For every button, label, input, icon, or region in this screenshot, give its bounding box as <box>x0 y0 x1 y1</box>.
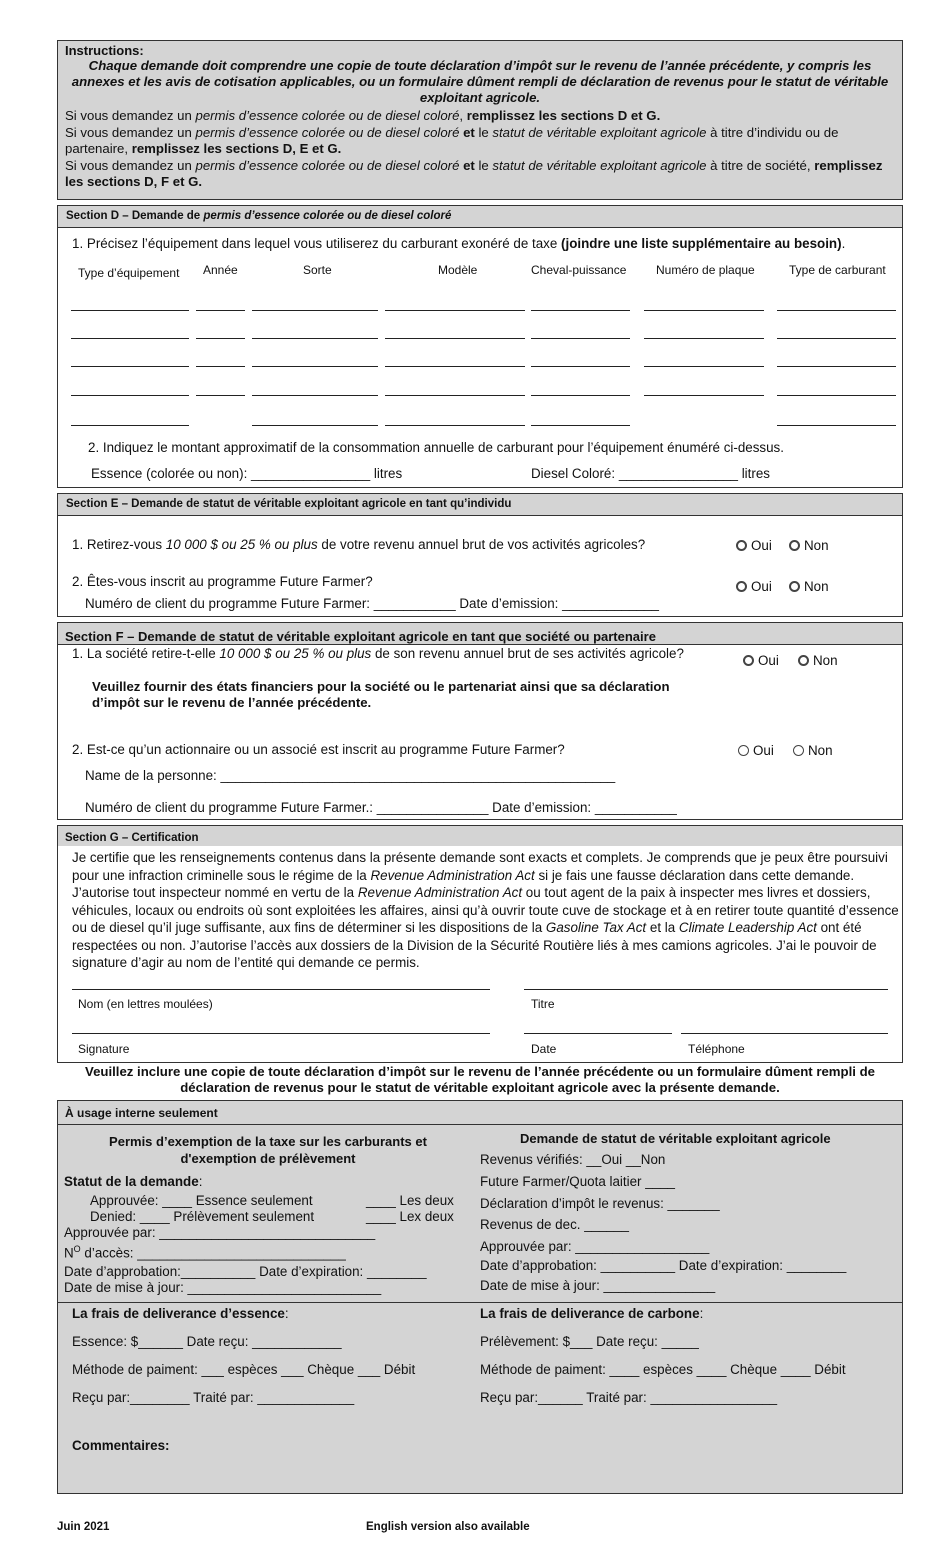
certification-text: Je certifie que les renseignements contenus dans la présente demande sont exacts et complets. Je comprends que je peux être poursuivi pour une infraction criminelle sous le régime de la Revenue Administration Act si je fais une fausse déclaration dans cette demande. J’autorise tout inspecteur nommé en vertu de la Revenue Administration Act ou tout agent de la paix à inspecter mes livres et dossiers, véhicules, locaux ou endroits où sont exploitées les affaires, ainsi qu’à ouvrir toute cuve de stockage et à en retirer toute quantité d’essence ou de diesel qu’il juge suffisante, aux fins de déterminer si les dispositions de la Gasoline Tax Act et la Climate Leadership Act ont été respectées ou non. J’autorise l’accès aux dossiers de la Division de la Sécurité Routière liés à mes camions agricoles. J’ai le pouvoir de signature d’agir au nom de l’entité qui demande ce permis. <box>72 850 899 970</box>
equipment-field-line[interactable] <box>252 395 378 396</box>
instructions-label: Instructions: <box>65 43 144 58</box>
approuvee-par-right[interactable]: Approuvée par: __________________ <box>480 1239 710 1254</box>
diesel-litres-field[interactable]: Diesel Coloré: ________________ litres <box>531 466 770 481</box>
date-approbation-left[interactable]: Date d’approbation:__________ Date d’expiration: ________ <box>64 1264 427 1279</box>
approuvee-par-left[interactable]: Approuvée par: _____________________________ <box>64 1225 376 1240</box>
radio-icon <box>789 581 800 592</box>
radio-icon <box>743 655 754 666</box>
instructions-box <box>57 40 903 200</box>
date-approbation-right[interactable]: Date d’approbation: __________ Date d’expiration: ________ <box>480 1258 847 1273</box>
equipment-field-line[interactable] <box>252 366 378 367</box>
date-line[interactable] <box>524 1033 672 1034</box>
internal-title: À usage interne seulement <box>65 1106 218 1120</box>
instruction-line-1: Si vous demandez un permis d’essence colorée ou de diesel coloré, remplissez les sections D et G. <box>65 108 661 123</box>
denied-prelevement[interactable]: Denied: ____ Prélèvement seulement <box>90 1209 315 1224</box>
e-q2-oui[interactable]: Oui <box>736 579 772 594</box>
equipment-field-line[interactable] <box>71 310 189 311</box>
equipment-field-line[interactable] <box>196 395 245 396</box>
equipment-field-line[interactable] <box>385 366 525 367</box>
date-maj-left[interactable]: Date de mise à jour: __________________________ <box>64 1280 382 1295</box>
section-e-title: Section E – Demande de statut de véritable exploitant agricole en tant qu’individu <box>58 494 902 516</box>
col-annee: Année <box>203 263 238 277</box>
equipment-field-line[interactable] <box>71 395 189 396</box>
equipment-field-line[interactable] <box>777 395 896 396</box>
revenus-verifies[interactable]: Revenus vérifiés: __Oui __Non <box>480 1152 666 1167</box>
section-d-q1: 1. Précisez l’équipement dans lequel vous utiliserez du carburant exonéré de taxe (joindre une liste supplémentaire au besoin). <box>72 236 846 251</box>
equipment-field-line[interactable] <box>385 395 525 396</box>
f-client-number-field[interactable]: Numéro de client du programme Future Farmer.: _______________ Date d’emission: ___________ <box>85 800 677 815</box>
section-e-q2: 2. Êtes-vous inscrit au programme Future Farmer? <box>72 574 373 589</box>
section-g <box>57 825 903 1063</box>
section-d-title: Section D – Demande de permis d’essence colorée ou de diesel coloré <box>58 206 902 228</box>
date-label: Date <box>531 1042 557 1056</box>
section-d-q2: 2. Indiquez le montant approximatif de la consommation annuelle de carburant pour l’équipement énuméré ci-dessus. <box>88 440 784 455</box>
col-modele: Modèle <box>438 263 478 277</box>
recu-traite-left[interactable]: Reçu par:________ Traité par: _____________ <box>72 1390 355 1405</box>
instructions-lines <box>65 108 897 191</box>
denied-les-deux[interactable]: ____ Lex deux <box>366 1209 454 1224</box>
section-g-header <box>58 826 902 846</box>
approuvee-les-deux[interactable]: ____ Les deux <box>366 1193 454 1208</box>
col-numero-plaque: Numéro de plaque <box>656 263 755 277</box>
instructions-requirement: Chaque demande doit comprendre une copie de toute déclaration d’impôt sur le revenu de l’année précédente, y compris les annexes et les avis de cotisation applicables, ou un formulaire dûment rempli de déclaration de revenus pour le statut de véritable exploitant agricole. <box>71 58 889 105</box>
radio-icon <box>736 581 747 592</box>
equipment-field-line[interactable] <box>196 310 245 311</box>
equipment-field-line[interactable] <box>644 310 764 311</box>
section-f <box>57 622 903 820</box>
radio-icon <box>798 655 809 666</box>
col-type-carburant: Type de carburant <box>789 263 886 277</box>
date-maj-right[interactable]: Date de mise à jour: _______________ <box>480 1278 716 1293</box>
frais-carbone-title: La frais de deliverance de carbone: <box>480 1306 704 1321</box>
internal-right-title: Demande de statut de véritable exploitant agricole <box>520 1131 831 1146</box>
equipment-field-line[interactable] <box>252 338 378 339</box>
footer-english-version: English version also available <box>366 1521 530 1533</box>
methode-paiement-right[interactable]: Méthode de paiment: ____ espèces ____ Chèque ____ Débit <box>480 1362 846 1377</box>
declaration-impot[interactable]: Déclaration d’impôt le revenus: _______ <box>480 1196 720 1211</box>
section-e-q1: 1. Retirez-vous 10 000 $ ou 25 % ou plus de votre revenu annuel brut de vos activités agricoles? <box>72 537 646 552</box>
instruction-line-3: Si vous demandez un permis d’essence colorée ou de diesel coloré et le statut de véritable exploitant agricole à titre de société, remplissez les sections D, F et G. <box>65 157 883 189</box>
equipment-field-line[interactable] <box>71 425 189 426</box>
methode-paiement-left[interactable]: Méthode de paiment: ___ espèces ___ Chèque ___ Débit <box>72 1362 416 1377</box>
equipment-field-line[interactable] <box>644 395 764 396</box>
equipment-field-line[interactable] <box>777 310 896 311</box>
section-g-title: Section G – Certification <box>65 832 199 844</box>
equipment-field-line[interactable] <box>531 425 630 426</box>
e-q1-non[interactable]: Non <box>789 538 829 553</box>
col-cheval-puissance: Cheval-puissance <box>531 263 627 277</box>
f-q1-oui[interactable]: Oui <box>743 653 779 668</box>
equipment-field-line[interactable] <box>71 366 189 367</box>
equipment-field-line[interactable] <box>531 395 630 396</box>
recu-traite-right[interactable]: Reçu par:______ Traité par: _________________ <box>480 1390 778 1405</box>
titre-label: Titre <box>531 997 555 1011</box>
equipment-field-line[interactable] <box>196 366 245 367</box>
f-q2-oui[interactable]: Oui <box>738 743 774 758</box>
future-farmer-quota[interactable]: Future Farmer/Quota laitier ____ <box>480 1174 675 1189</box>
e-q1-oui[interactable]: Oui <box>736 538 772 553</box>
equipment-field-line[interactable] <box>777 425 896 426</box>
approuvee-essence[interactable]: Approuvée: ____ Essence seulement <box>90 1193 313 1208</box>
equipment-field-line[interactable] <box>777 338 896 339</box>
equipment-field-line[interactable] <box>385 425 525 426</box>
equipment-field-line[interactable] <box>644 366 764 367</box>
frais-essence-title: La frais de deliverance d’essence: <box>72 1306 289 1321</box>
f-person-name-field[interactable]: Name de la personne: _____________________________________________________ <box>85 768 616 783</box>
commentaires-label: Commentaires: <box>72 1438 170 1453</box>
prelevement-fee-line[interactable]: Prélèvement: $___ Date reçu: _____ <box>480 1334 699 1349</box>
section-d <box>57 205 903 488</box>
equipment-field-line[interactable] <box>644 338 764 339</box>
statut-demande: Statut de la demande: <box>64 1174 203 1189</box>
nom-line[interactable] <box>72 989 490 990</box>
equipment-field-line[interactable] <box>252 310 378 311</box>
f-q1-non[interactable]: Non <box>798 653 838 668</box>
e-q2-non[interactable]: Non <box>789 579 829 594</box>
radio-icon <box>789 540 800 551</box>
signature-line[interactable] <box>72 1033 490 1034</box>
revenus-dec[interactable]: Revenus de dec. ______ <box>480 1217 629 1232</box>
telephone-line[interactable] <box>681 1033 888 1034</box>
equipment-field-line[interactable] <box>71 338 189 339</box>
col-type-equipement: Type d’équipement <box>78 266 180 280</box>
section-e <box>57 493 903 617</box>
section-f-header <box>58 623 902 645</box>
equipment-field-line[interactable] <box>385 338 525 339</box>
equipment-field-line[interactable] <box>531 310 630 311</box>
include-note: Veuillez inclure une copie de toute déclaration d’impôt sur le revenu de l’année précédente ou un formulaire dûment rempli de déclaration de revenus pour le statut de véritable exploitant agricole avec la présente demande. <box>85 1064 875 1095</box>
essence-fee-line[interactable]: Essence: $______ Date reçu: ____________ <box>72 1334 342 1349</box>
signature-label: Signature <box>78 1042 130 1056</box>
equipment-field-line[interactable] <box>196 338 245 339</box>
radio-icon <box>793 745 804 756</box>
nom-label: Nom (en lettres moulées) <box>78 997 213 1011</box>
equipment-field-line[interactable] <box>531 366 630 367</box>
internal-left-title: Permis d’exemption de la taxe sur les carburants et d'exemption de prélèvement <box>109 1134 427 1166</box>
col-sorte: Sorte <box>303 263 332 277</box>
internal-use-box <box>57 1100 903 1494</box>
internal-header <box>58 1101 902 1125</box>
fees-divider <box>58 1302 902 1303</box>
equipment-field-line[interactable] <box>531 338 630 339</box>
section-f-q1: 1. La société retire-t-elle 10 000 $ ou 25 % ou plus de son revenu annuel brut de ses activités agricole? <box>72 646 684 661</box>
instruction-line-2: Si vous demandez un permis d’essence colorée ou de diesel coloré et le statut de véritable exploitant agricole à titre d’individu ou de partenaire, remplissez les sections D, E et G. <box>65 124 839 156</box>
footer-date: Juin 2021 <box>57 1521 110 1533</box>
section-f-title: Section F – Demande de statut de véritable exploitant agricole en tant que société ou partenaire <box>65 629 656 644</box>
telephone-label: Téléphone <box>688 1042 745 1056</box>
equipment-field-line[interactable] <box>385 310 525 311</box>
titre-line[interactable] <box>524 989 888 990</box>
section-f-q2: 2. Est-ce qu’un actionnaire ou un associé est inscrit au programme Future Farmer? <box>72 742 565 757</box>
radio-icon <box>736 540 747 551</box>
equipment-field-line[interactable] <box>252 425 378 426</box>
no-acces[interactable]: $N^O$ d’accès: ____________________________ <box>64 1244 346 1261</box>
f-q2-non[interactable]: Non <box>793 743 833 758</box>
e-client-number-field[interactable]: Numéro de client du programme Future Farmer: ___________ Date d’emission: _____________ <box>85 596 659 611</box>
essence-litres-field[interactable]: Essence (colorée ou non): ________________ litres <box>91 466 403 481</box>
equipment-field-line[interactable] <box>777 366 896 367</box>
radio-icon <box>738 745 749 756</box>
section-f-note: Veuillez fournir des états financiers pour la société ou le partenariat ainsi que sa déclaration d’impôt sur le revenu de l’année précédente. <box>92 679 670 710</box>
